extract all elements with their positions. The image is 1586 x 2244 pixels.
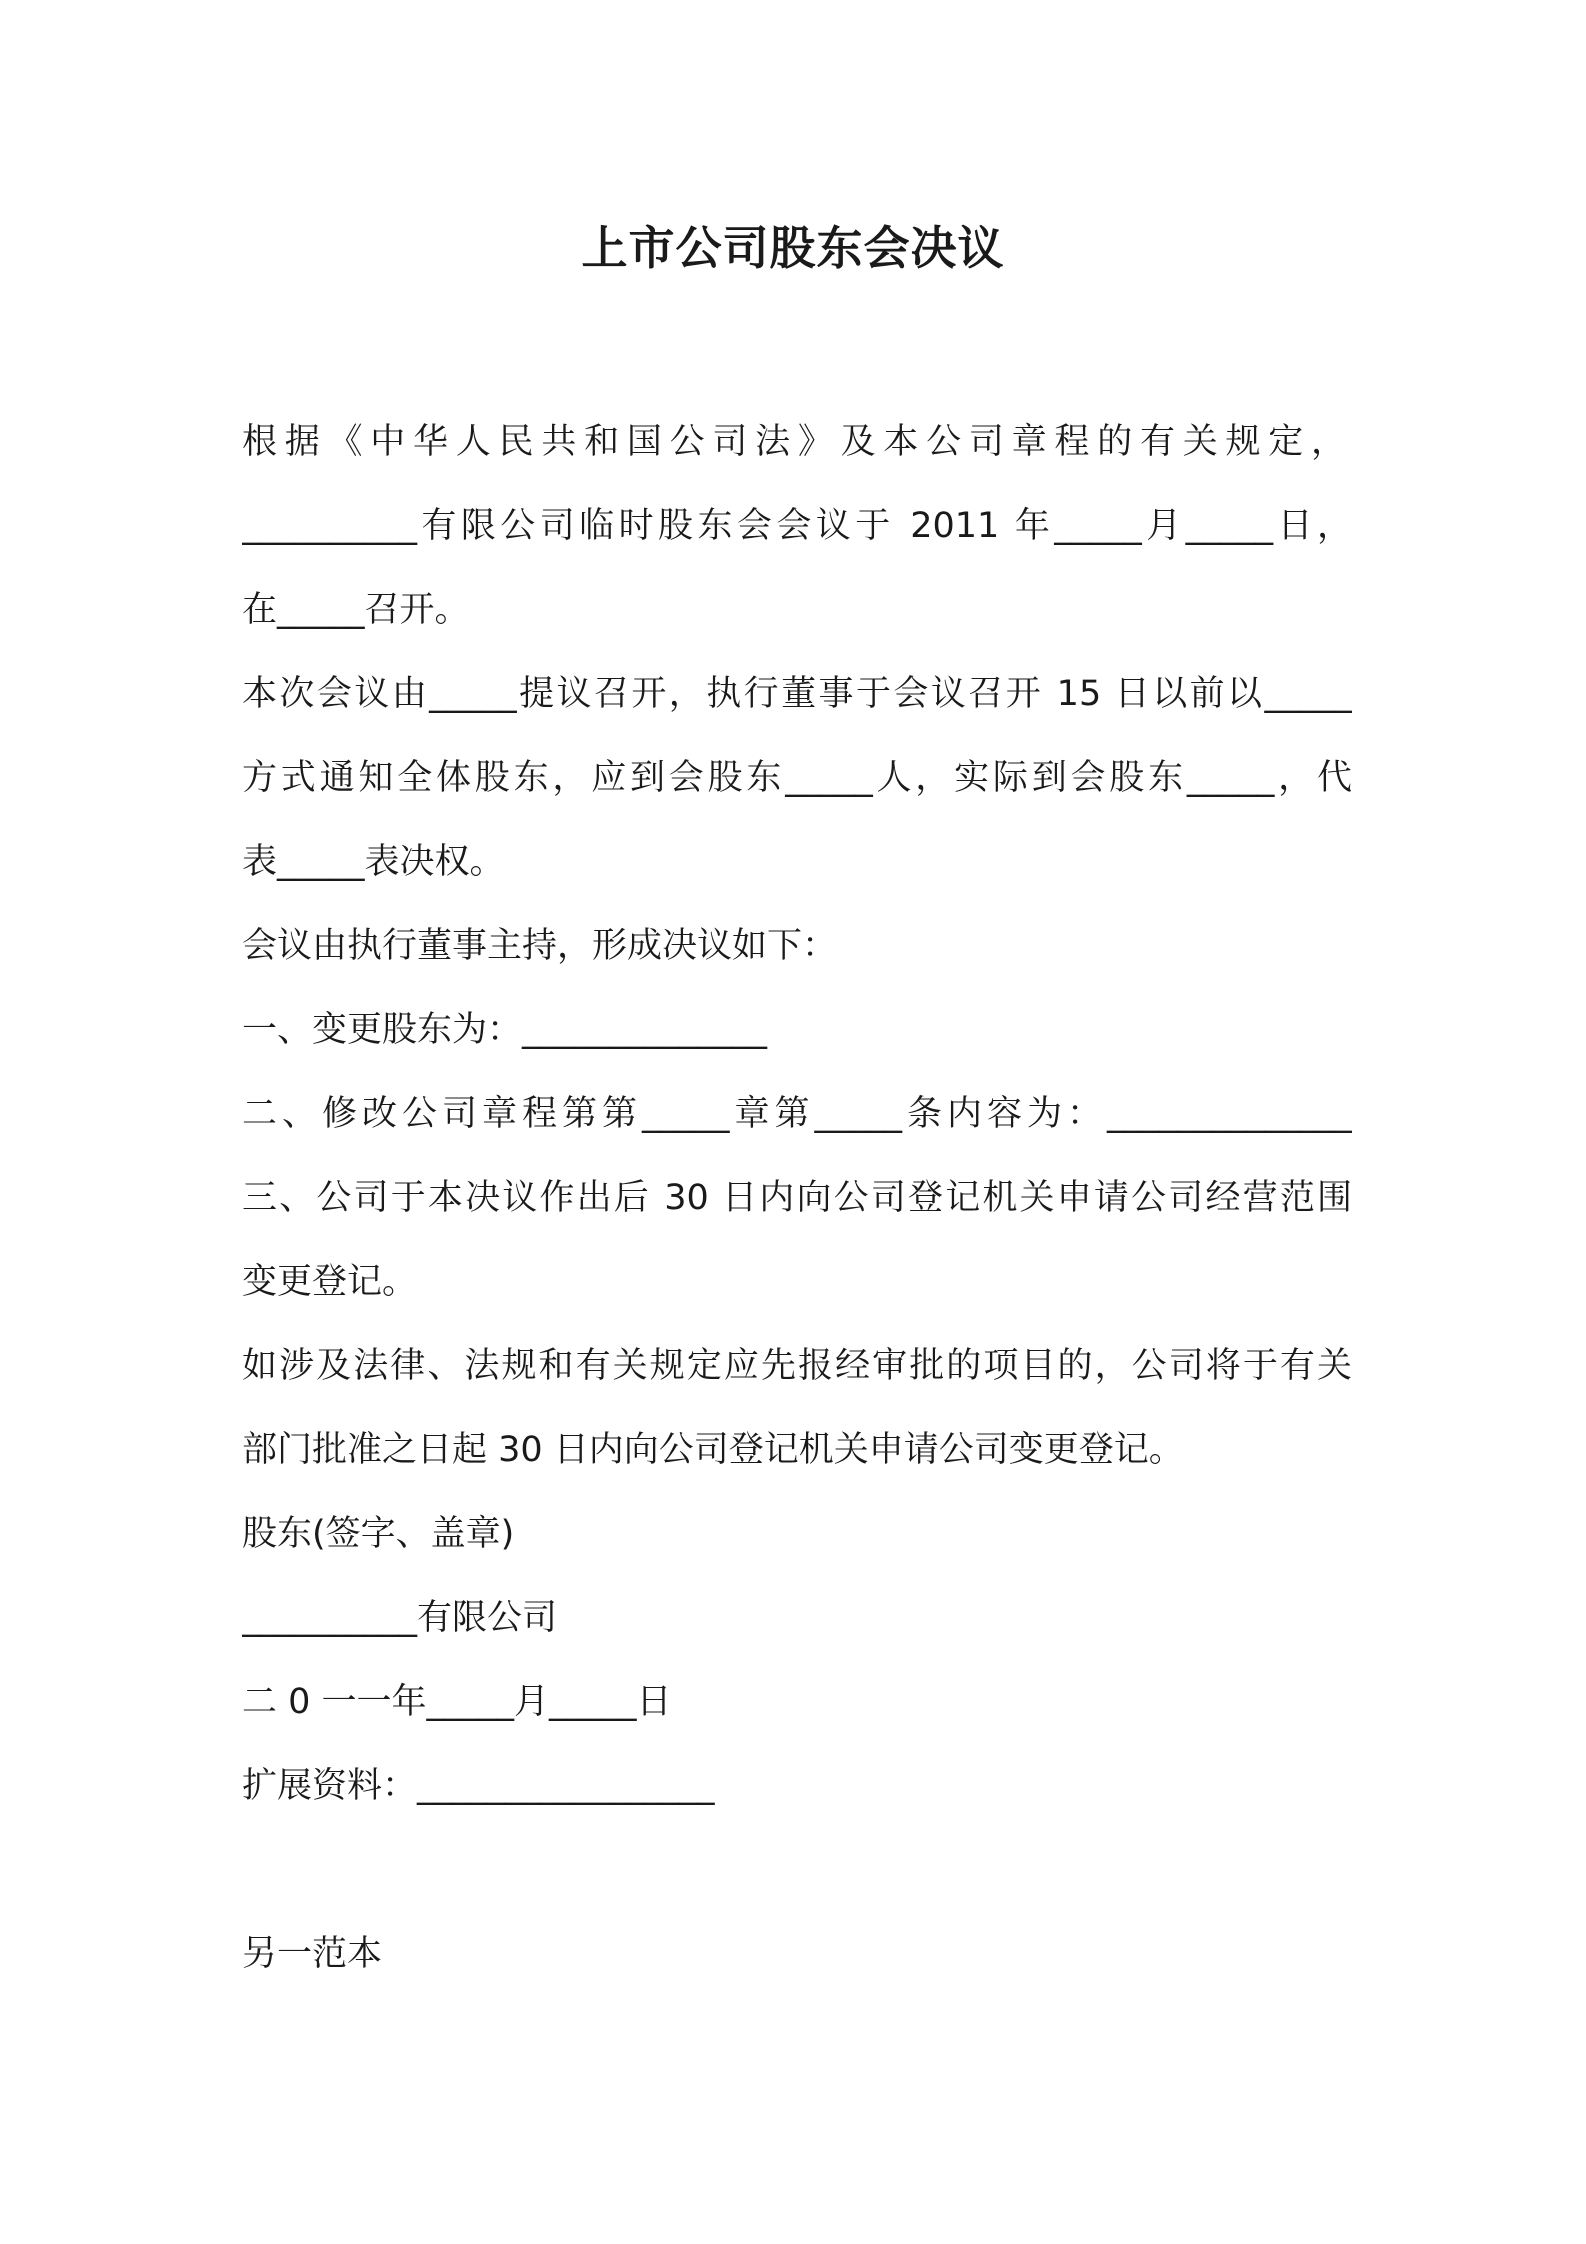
document-body — [242, 400, 1352, 1996]
paragraph-line: 会议由执行董事主持，形成决议如下： — [242, 926, 838, 966]
paragraph-line: 如涉及法律、法规和有关规定应先报经审批的项目的，公司将于有关 — [242, 1346, 1352, 1386]
paragraph-line: 表_____表决权。 — [242, 842, 505, 882]
resolution-item-1: 一、变更股东为：______________ — [242, 1010, 768, 1050]
document-title: 上市公司股东会决议 — [581, 221, 1005, 275]
signature-label: 股东(签字、盖章) — [242, 1514, 515, 1554]
company-signature-line: __________有限公司 — [242, 1598, 558, 1638]
paragraph-line: __________有限公司临时股东会会议于 2011 年_____月_____日， — [242, 506, 1352, 546]
paragraph-line: 在_____召开。 — [242, 590, 470, 630]
paragraph-line: 方式通知全体股东，应到会股东_____人，实际到会股东_____，代 — [242, 758, 1352, 798]
paragraph-line: 部门批准之日起 30 日内向公司登记机关申请公司变更登记。 — [242, 1430, 1184, 1470]
paragraph-line: 本次会议由_____提议召开，执行董事于会议召开 15 日以前以_____ — [242, 674, 1352, 714]
paragraph-line: 变更登记。 — [242, 1262, 418, 1302]
resolution-item-2: 二、修改公司章程第第_____章第_____条内容为：______________ — [242, 1094, 1352, 1134]
spacer — [242, 1828, 1352, 1912]
date-line: 二 0 一一年_____月_____日 — [242, 1682, 672, 1722]
resolution-item-3: 三、公司于本决议作出后 30 日内向公司登记机关申请公司经营范围 — [242, 1178, 1352, 1218]
section-heading: 另一范本 — [242, 1934, 383, 1974]
paragraph-line: 根据《中华人民共和国公司法》及本公司章程的有关规定， — [242, 422, 1352, 462]
extended-material-line: 扩展资料：_________________ — [242, 1766, 715, 1806]
